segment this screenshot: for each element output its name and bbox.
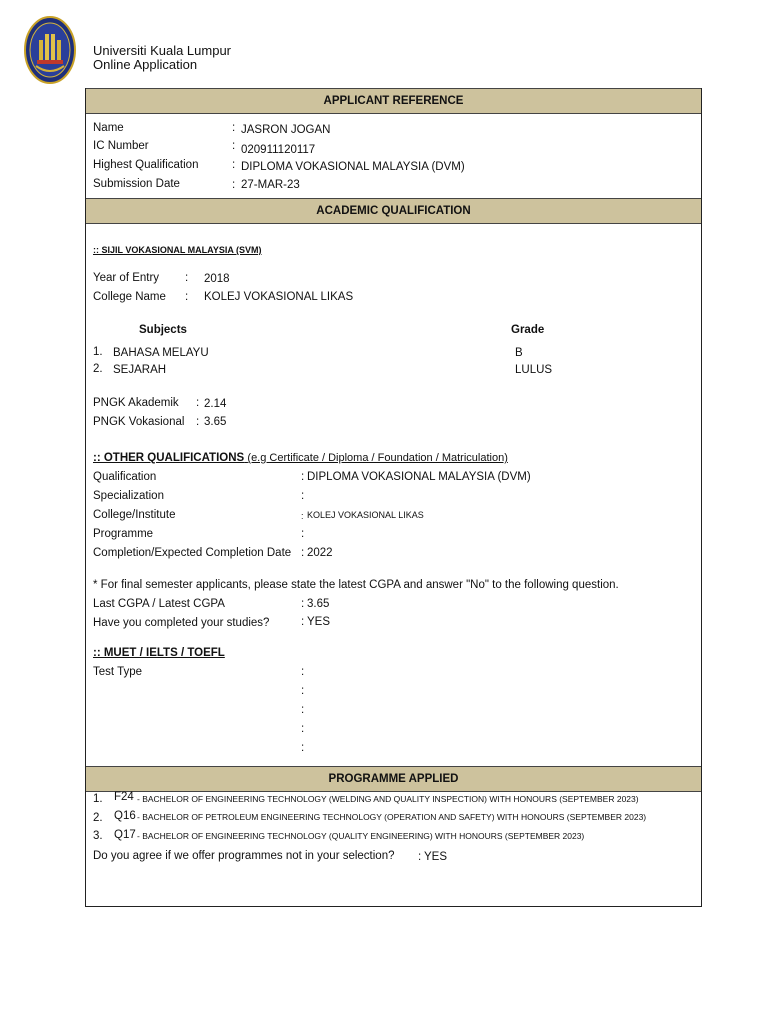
programme-description: - BACHELOR OF PETROLEUM ENGINEERING TECHNOLOGY (OPERATION AND SAFETY) WITH HONOURS (SEPTEMBER 2023) — [137, 812, 647, 822]
programme-number: 3. — [93, 830, 103, 842]
completed-studies-value: YES — [307, 616, 331, 628]
oq-college-value: KOLEJ VOKASIONAL LIKAS — [307, 510, 424, 520]
oq-programme-label: Programme — [93, 528, 154, 540]
agree-offer-label: Do you agree if we offer programmes not in your selection? — [93, 850, 395, 862]
colon: : — [232, 159, 236, 171]
agree-offer-value: YES — [424, 851, 448, 863]
colon: : — [232, 140, 236, 152]
cgpa-value: 3.65 — [307, 598, 330, 610]
colon: : — [301, 616, 305, 628]
year-entry-value: 2018 — [204, 273, 230, 285]
final-semester-note: * For final semester applicants, please state the latest CGPA and answer "No" to the following question. — [93, 579, 619, 591]
submission-value: 27-MAR-23 — [241, 179, 300, 191]
cgpa-label: Last CGPA / Latest CGPA — [93, 598, 225, 610]
grade-header: Grade — [511, 324, 545, 336]
subject-number: 1. — [93, 346, 103, 358]
year-entry-label: Year of Entry — [93, 272, 160, 284]
pngk-akademik-label: PNGK Akademik — [93, 397, 179, 409]
programme-description: - BACHELOR OF ENGINEERING TECHNOLOGY (WELDING AND QUALITY INSPECTION) WITH HONOURS (SEPTEMBER 2023) — [137, 794, 639, 804]
colon: : — [301, 704, 305, 716]
pngk-vokasional-label: PNGK Vokasional — [93, 416, 185, 428]
muet-section-title: :: MUET / IELTS / TOEFL — [93, 647, 225, 659]
colon: : — [232, 122, 236, 134]
oq-completion-value: 2022 — [307, 547, 333, 559]
svm-section-title: :: SIJIL VOKASIONAL MALAYSIA (SVM) — [93, 245, 262, 255]
subject-grade: LULUS — [515, 364, 553, 376]
ic-value: 020911120117 — [241, 144, 316, 156]
colon: : — [301, 528, 305, 540]
programme-number: 1. — [93, 793, 103, 805]
other-qualifications-heading: :: OTHER QUALIFICATIONS — [93, 452, 245, 464]
colon: : — [301, 547, 305, 559]
other-qualifications-note: (e.g Certificate / Diploma / Foundation / Matriculation) — [247, 452, 508, 464]
subject-grade: B — [515, 347, 523, 359]
colon: : — [301, 666, 305, 678]
ic-label: IC Number — [93, 140, 149, 152]
colon: : — [196, 397, 200, 409]
colon: : — [301, 723, 305, 735]
completed-studies-label: Have you completed your studies? — [93, 617, 270, 629]
programme-code: Q17 — [114, 829, 136, 841]
colon: : — [301, 685, 305, 697]
programme-description: - BACHELOR OF ENGINEERING TECHNOLOGY (QUALITY ENGINEERING) WITH HONOURS (SEPTEMBER 2023) — [137, 831, 585, 841]
colon: : — [196, 416, 200, 428]
page-subtitle: Online Application — [93, 57, 198, 72]
university-name: Universiti Kuala Lumpur — [93, 43, 232, 58]
programme-code: F24 — [114, 791, 134, 803]
subject-name: BAHASA MELAYU — [113, 347, 209, 359]
colon: : — [418, 851, 422, 863]
programme-applied-header: PROGRAMME APPLIED — [86, 766, 701, 792]
colon: : — [301, 471, 305, 483]
colon: : — [301, 511, 304, 521]
academic-qualification-header: ACADEMIC QUALIFICATION — [86, 198, 701, 224]
oq-specialization-label: Specialization — [93, 490, 164, 502]
qualification-label: Highest Qualification — [93, 159, 199, 171]
submission-label: Submission Date — [93, 178, 180, 190]
pngk-akademik-value: 2.14 — [204, 398, 227, 410]
colon: : — [301, 490, 305, 502]
other-qualifications-title — [93, 452, 508, 464]
applicant-reference-header: APPLICANT REFERENCE — [86, 88, 701, 114]
programme-code: Q16 — [114, 810, 136, 822]
name-label: Name — [93, 122, 124, 134]
subject-number: 2. — [93, 363, 103, 375]
name-value: JASRON JOGAN — [241, 124, 331, 136]
subject-name: SEJARAH — [113, 364, 167, 376]
colon: : — [301, 598, 305, 610]
oq-college-label: College/Institute — [93, 509, 176, 521]
college-name-label: College Name — [93, 291, 166, 303]
colon: : — [185, 272, 189, 284]
oq-qualification-label: Qualification — [93, 471, 157, 483]
colon: : — [232, 179, 236, 191]
pngk-vokasional-value: 3.65 — [204, 416, 227, 428]
college-name-value: KOLEJ VOKASIONAL LIKAS — [204, 291, 354, 303]
unikl-logo — [24, 16, 76, 84]
test-type-label: Test Type — [93, 666, 143, 678]
qualification-value: DIPLOMA VOKASIONAL MALAYSIA (DVM) — [241, 161, 465, 173]
subjects-header: Subjects — [139, 324, 187, 336]
programme-number: 2. — [93, 812, 103, 824]
colon: : — [301, 742, 305, 754]
oq-completion-label: Completion/Expected Completion Date — [93, 547, 292, 559]
oq-qualification-value: DIPLOMA VOKASIONAL MALAYSIA (DVM) — [307, 471, 531, 483]
colon: : — [185, 291, 189, 303]
